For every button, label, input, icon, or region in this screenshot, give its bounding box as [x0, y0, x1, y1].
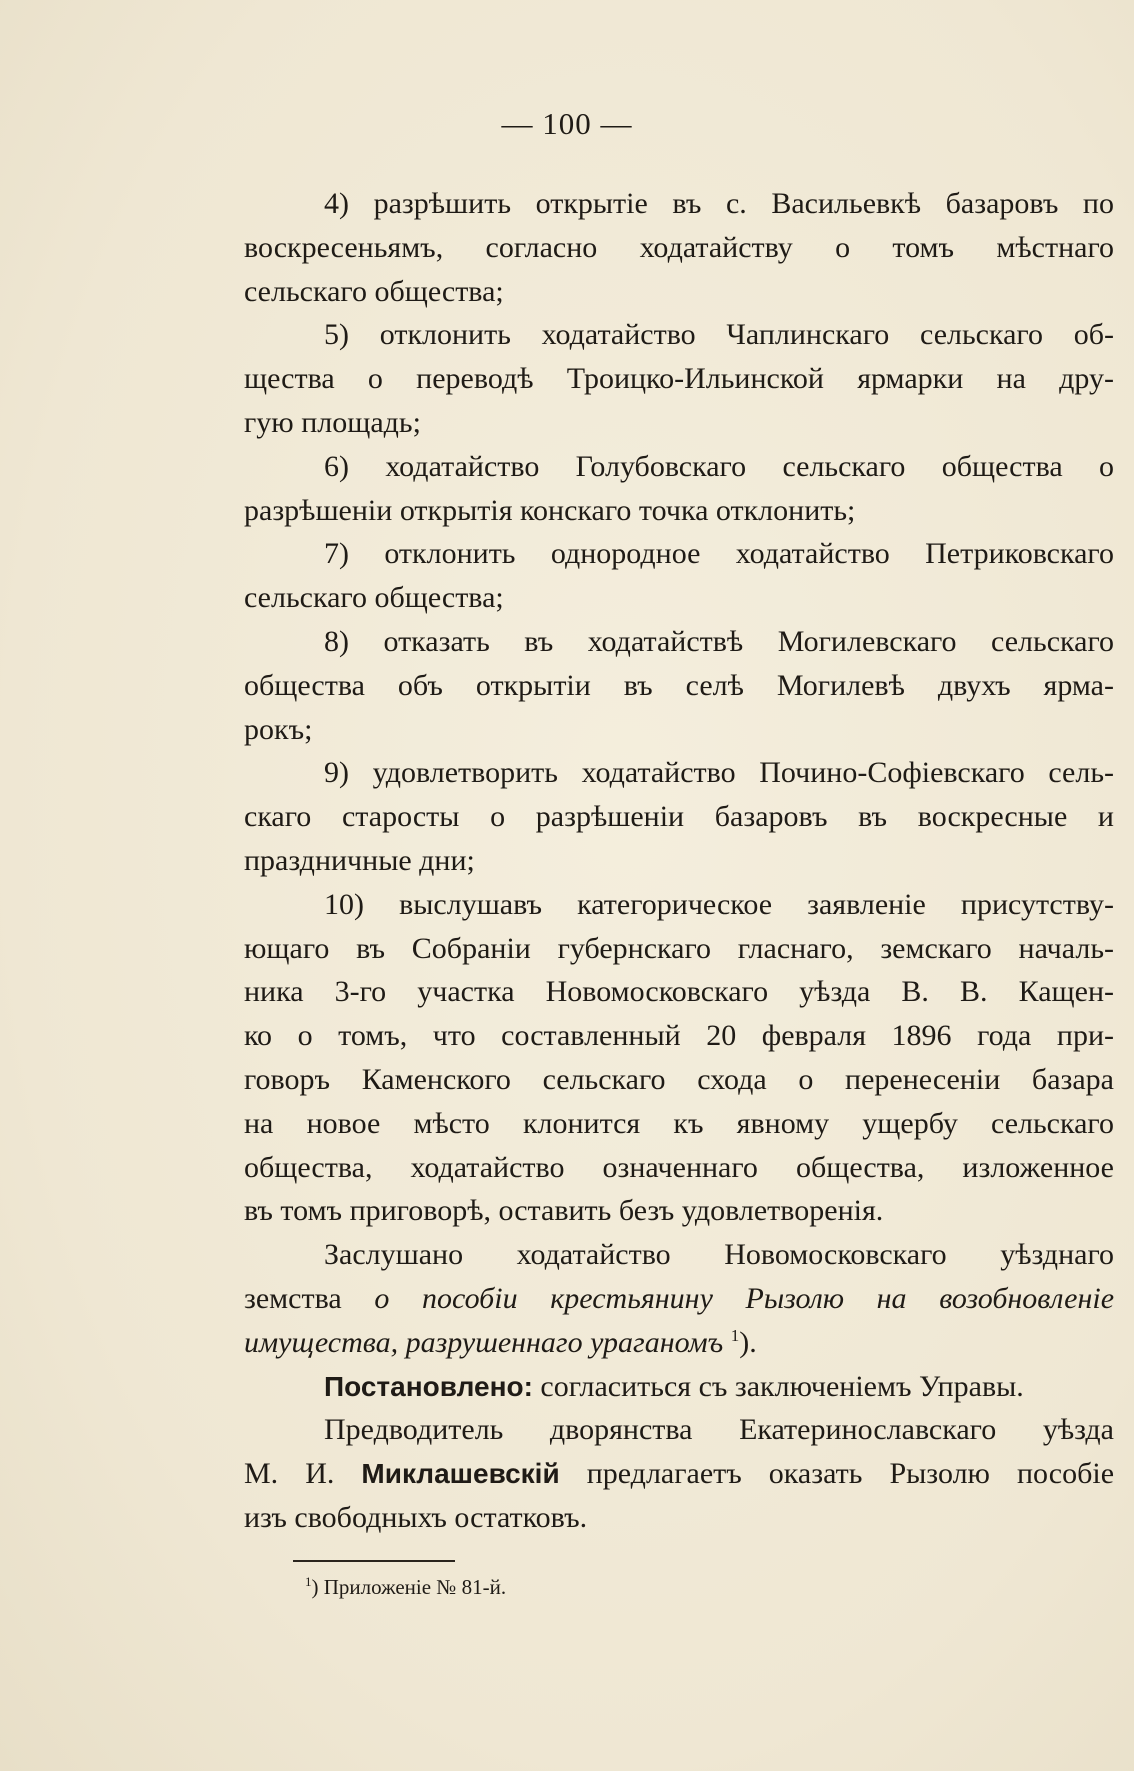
text-line: 8) отказать въ ходатайствѣ Могилевскаго сельскаго: [324, 624, 1114, 658]
text-span: предлагаетъ оказать Рызолю пособіе: [586, 1457, 1115, 1491]
text-line: скаго старосты о разрѣшеніи базаровъ въ воскресные и: [244, 800, 1114, 834]
text-line: 10) выслушавъ категорическое заявленіе присутству-: [324, 887, 1114, 921]
footnote-divider: [293, 1560, 455, 1562]
text-line: 5) отклонить ходатайство Чаплинскаго сельскаго об-: [324, 318, 1114, 352]
footnote-ref: 1: [730, 1325, 740, 1345]
text-line: разрѣшеніи открытія конскаго точка отклонить;: [244, 493, 856, 527]
page-body: [244, 182, 1114, 1540]
text-line: общества объ открытіи въ селѣ Могилевѣ двухъ ярма-: [244, 668, 1114, 702]
text-line: ко о томъ, что составленный 20 февраля 1896 года при-: [244, 1019, 1114, 1053]
text-line: ющаго въ Собраніи губернскаго гласнаго, земскаго началь-: [244, 931, 1114, 965]
text-line-mixed: [244, 1277, 1114, 1321]
footnote-text: ) Приложеніе № 81-й.: [311, 1575, 507, 1599]
text-span: земства: [244, 1281, 342, 1315]
italic-title-span: о пособіи крестьянину Рызолю на возобновленіе: [374, 1281, 1115, 1315]
text-line-mixed: [244, 1452, 1114, 1496]
text-line: праздничные дни;: [244, 843, 475, 877]
text-line: сельскаго общества;: [244, 274, 504, 308]
text-line: 4) разрѣшить открытіе въ с. Васильевкѣ базаровъ по: [324, 187, 1114, 220]
text-line: говоръ Каменского сельскаго схода о перенесеніи базара: [244, 1062, 1114, 1096]
text-line: ника 3-го участка Новомосковскаго уѣзда В. В. Кащен-: [244, 975, 1114, 1009]
text-span: ).: [739, 1325, 757, 1359]
footnote-marker: 1: [305, 1574, 312, 1589]
text-line: сельскаго общества;: [244, 581, 504, 615]
text-line: гую площадь;: [244, 405, 421, 439]
bold-heading-span: Постановлено:: [324, 1370, 533, 1402]
italic-title-span: имущества, разрушеннаго ураганомъ: [244, 1325, 724, 1359]
footnote: [305, 1568, 506, 1601]
text-line: изъ свободныхъ остатковъ.: [244, 1500, 588, 1534]
text-line-mixed: [244, 1321, 1114, 1365]
text-line: 7) отклонить однородное ходатайство Петриковскаго: [324, 537, 1114, 571]
text-line: рокъ;: [244, 712, 313, 746]
text-line: щества о переводѣ Троицко-Ильинской ярмарки на дру-: [244, 362, 1114, 396]
page-number: — 100 —: [501, 106, 633, 141]
text-line: общества, ходатайство означеннаго общества, изложенное: [244, 1150, 1114, 1184]
text-line: въ томъ приговорѣ, оставить безъ удовлетворенія.: [244, 1194, 884, 1228]
text-line: Заслушано ходатайство Новомосковскаго уѣзднаго: [324, 1238, 1114, 1272]
text-line: на новое мѣсто клонится къ явному ущербу сельскаго: [244, 1106, 1114, 1140]
text-span: согласиться съ заключеніемъ Управы.: [540, 1369, 1024, 1403]
text-span: М. И.: [244, 1457, 335, 1491]
text-line: 6) ходатайство Голубовскаго сельскаго общества о: [324, 449, 1114, 483]
bold-name-span: Миклашевскій: [361, 1458, 560, 1490]
text-line: Предводитель дворянства Екатеринославскаго уѣзда: [324, 1413, 1114, 1447]
text-line-mixed: [244, 1365, 1114, 1409]
text-line: 9) удовлетворить ходатайство Почино-Софіевскаго сель-: [324, 756, 1114, 790]
text-line: воскресеньямъ, согласно ходатайству о томъ мѣстнаго: [244, 230, 1114, 264]
